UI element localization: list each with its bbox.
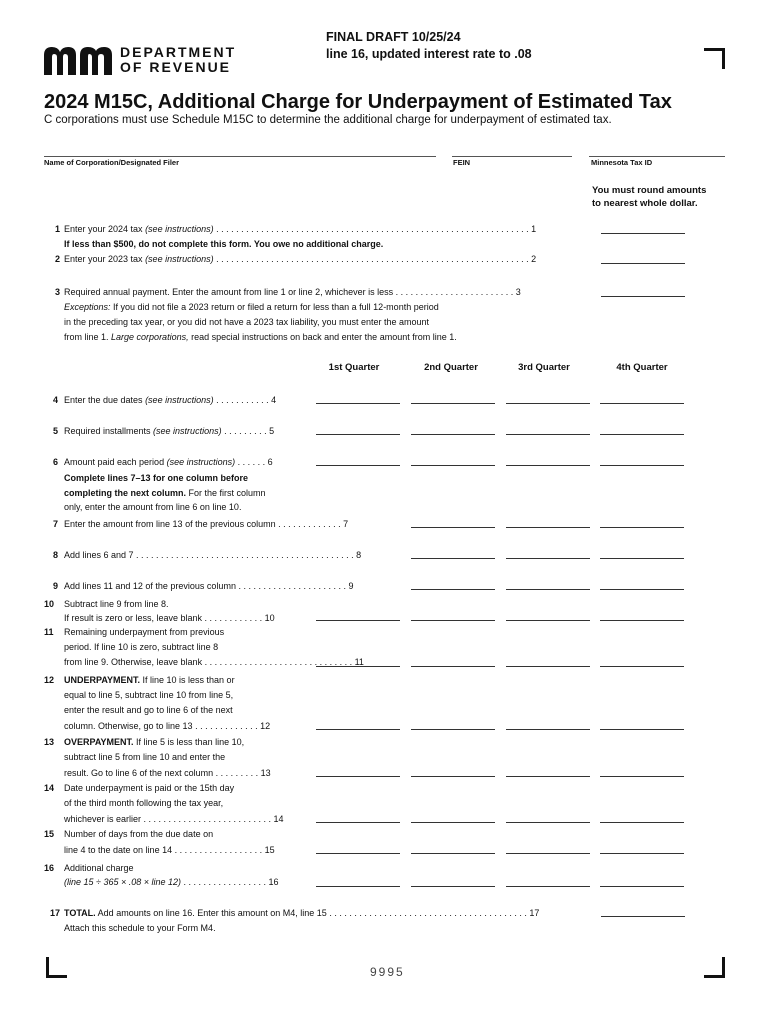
quarter-input[interactable] <box>600 403 684 404</box>
line-6-instr: (see instructions) <box>166 457 236 467</box>
dept-line-1: DEPARTMENT <box>120 44 237 60</box>
quarter-input[interactable] <box>506 403 590 404</box>
line-6-note-1: Complete lines 7–13 for one column before <box>64 473 249 483</box>
line-12-label-c: enter the result and go to line 6 of the next <box>64 705 233 715</box>
taxid-label: Minnesota Tax ID <box>591 158 653 167</box>
line-3-exceptions <box>64 300 439 316</box>
line-5-instr: (see instructions) <box>153 426 222 436</box>
quarter-input[interactable] <box>411 776 495 777</box>
line-12-text: If line 10 is less than or <box>140 675 235 685</box>
draft-line-1: FINAL DRAFT 10/25/24 <box>326 30 461 44</box>
line-13-label-b: subtract line 5 from line 10 and enter the <box>64 752 226 762</box>
line-number: 5 <box>52 426 58 436</box>
line-3-label: Required annual payment. Enter the amount from line 1 or line 2, whichever is less . . . . . . . . . . . . . . . . . . . . . . . . 3 <box>64 287 521 297</box>
quarter-input[interactable] <box>506 853 590 854</box>
line-number: 17 <box>50 908 61 918</box>
line-number: 7 <box>52 519 58 529</box>
quarter-input[interactable] <box>316 886 400 887</box>
draft-notice <box>326 29 532 63</box>
line-number: 9 <box>52 581 58 591</box>
taxid-field[interactable] <box>589 156 725 157</box>
line-6-text: Amount paid each period <box>64 457 167 467</box>
line-4-label <box>64 393 276 409</box>
line-2-dots: . . . . . . . . . . . . . . . . . . . . . . . . . . . . . . . . . . . . . . . . . . . . . . . . . . . . . . . . . . . . . . . 2 <box>213 254 537 264</box>
corner-mark-top-right <box>704 48 725 69</box>
line-17-text: Add amounts on line 16. Enter this amount on M4, line 15 . . . . . . . . . . . . . . . . . . . . . . . . . . . . . . . . . . . . . . . . 17 <box>95 908 540 918</box>
line-11-label-a: Remaining underpayment from previous <box>64 627 225 637</box>
quarter-input[interactable] <box>506 666 590 667</box>
line-number: 6 <box>52 457 58 467</box>
line-number: 8 <box>52 550 58 560</box>
quarter-input[interactable] <box>506 822 590 823</box>
quarter-input[interactable] <box>600 886 684 887</box>
line-3-input[interactable] <box>601 296 685 297</box>
line-6-dots: . . . . . . 6 <box>235 457 273 467</box>
line-6-note-2-text: For the first column <box>186 488 266 498</box>
line-9-label: Add lines 11 and 12 of the previous column . . . . . . . . . . . . . . . . . . . . . . 9 <box>64 581 354 591</box>
name-label: Name of Corporation/Designated Filer <box>44 158 180 167</box>
line-12-heading: UNDERPAYMENT. <box>64 675 141 685</box>
line-13-heading: OVERPAYMENT. <box>64 737 134 747</box>
line-17-label <box>64 906 539 922</box>
quarter-input[interactable] <box>600 527 684 528</box>
line-number: 13 <box>44 737 55 747</box>
quarter-input[interactable] <box>316 666 400 667</box>
line-15-label-a: Number of days from the due date on <box>64 829 214 839</box>
line-17-heading: TOTAL. <box>64 908 96 918</box>
corner-mark-bottom-right <box>704 957 725 978</box>
quarter-input[interactable] <box>506 776 590 777</box>
line-16-formula: (line 15 ÷ 365 × .08 × line 12) <box>64 877 182 887</box>
line-14-label-a: Date underpayment is paid or the 15th day <box>64 783 235 793</box>
line-1-input[interactable] <box>601 233 685 234</box>
quarter-input[interactable] <box>411 822 495 823</box>
quarter-input[interactable] <box>411 558 495 559</box>
quarter-input[interactable] <box>506 886 590 887</box>
rounding-note-1: You must round amounts <box>592 185 707 196</box>
line-13-text: If line 5 is less than line 10, <box>133 737 245 747</box>
line-number: 16 <box>44 863 55 873</box>
mn-logo-icon <box>44 45 114 75</box>
corner-mark-bottom-left <box>46 957 67 978</box>
line-2-instr: (see instructions) <box>145 254 214 264</box>
line-11-label-b: period. If line 10 is zero, subtract line 8 <box>64 642 219 652</box>
line-15-label-b: line 4 to the date on line 14 . . . . . . . . . . . . . . . . . . 15 <box>64 845 275 855</box>
quarter-input[interactable] <box>506 558 590 559</box>
quarter-input[interactable] <box>411 527 495 528</box>
line-number: 11 <box>44 627 54 637</box>
quarter-header-1: 1st Quarter <box>328 362 380 373</box>
line-6-note-2-bold: completing the next column. <box>64 488 187 498</box>
line-12-label-b: equal to line 5, subtract line 10 from line 5, <box>64 690 234 700</box>
quarter-input[interactable] <box>506 729 590 730</box>
line-3-d-ital: Large corporations, <box>111 332 189 342</box>
quarter-input[interactable] <box>600 589 684 590</box>
quarter-input[interactable] <box>316 434 400 435</box>
line-12-label-d: column. Otherwise, go to line 13 . . . . . . . . . . . . . 12 <box>64 721 271 731</box>
quarter-input[interactable] <box>411 465 495 466</box>
department-name <box>120 45 236 75</box>
line-16-dots: . . . . . . . . . . . . . . . . . 16 <box>181 877 279 887</box>
quarter-input[interactable] <box>411 666 495 667</box>
line-7-label: Enter the amount from line 13 of the previous column . . . . . . . . . . . . . 7 <box>64 519 349 529</box>
line-16-label-a: Additional charge <box>64 863 134 873</box>
quarter-input[interactable] <box>506 589 590 590</box>
quarter-input[interactable] <box>600 558 684 559</box>
line-1-label <box>64 222 536 238</box>
quarter-input[interactable] <box>411 886 495 887</box>
department-logo <box>44 45 239 75</box>
line-13-label-a <box>64 735 244 751</box>
quarter-input[interactable] <box>316 822 400 823</box>
fein-label: FEIN <box>453 158 471 167</box>
line-number: 12 <box>44 675 55 685</box>
line-number: 1 <box>54 224 60 234</box>
line-1-note: If less than $500, do not complete this form. You owe no additional charge. <box>64 239 384 249</box>
quarter-input[interactable] <box>316 403 400 404</box>
quarter-input[interactable] <box>411 589 495 590</box>
quarter-input[interactable] <box>316 729 400 730</box>
line-14-label-c: whichever is earlier . . . . . . . . . . . . . . . . . . . . . . . . . . 14 <box>64 814 284 824</box>
line-12-label-a <box>64 673 235 689</box>
rounding-note-2: to nearest whole dollar. <box>592 198 698 209</box>
line-17-input[interactable] <box>601 916 685 917</box>
quarter-input[interactable] <box>316 465 400 466</box>
line-number: 15 <box>44 829 55 839</box>
line-2-input[interactable] <box>601 263 685 264</box>
page-number: 9995 <box>370 965 405 979</box>
form-subtitle: C corporations must use Schedule M15C to determine the additional charge for underpayment of estimated tax. <box>44 114 612 126</box>
line-4-dots: . . . . . . . . . . . 4 <box>213 395 277 405</box>
quarter-input[interactable] <box>506 465 590 466</box>
line-2-label <box>64 252 536 268</box>
quarter-input[interactable] <box>411 434 495 435</box>
rounding-note <box>592 184 706 210</box>
quarter-input[interactable] <box>600 434 684 435</box>
quarter-input[interactable] <box>411 729 495 730</box>
dept-line-2: OF REVENUE <box>120 59 232 75</box>
quarter-input[interactable] <box>411 853 495 854</box>
line-6-note-3: only, enter the amount from line 6 on line 10. <box>64 502 242 512</box>
form-title: 2024 M15C, Additional Charge for Underpayment of Estimated Tax <box>44 91 672 113</box>
line-16-label-b <box>64 875 279 891</box>
quarter-input[interactable] <box>316 776 400 777</box>
line-10-label-a: Subtract line 9 from line 8. <box>64 599 169 609</box>
quarter-input[interactable] <box>600 620 684 621</box>
line-11-label-c: from line 9. Otherwise, leave blank . . . . . . . . . . . . . . . . . . . . . . . . . . . . . . 11 <box>64 657 364 667</box>
line-13-label-c: result. Go to line 6 of the next column . . . . . . . . . 13 <box>64 768 271 778</box>
quarter-input[interactable] <box>506 620 590 621</box>
line-4-instr: (see instructions) <box>145 395 214 405</box>
line-1-text: Enter your 2024 tax <box>64 224 146 234</box>
line-1-instr: (see instructions) <box>145 224 214 234</box>
quarter-input[interactable] <box>600 729 684 730</box>
line-10-label-b: If result is zero or less, leave blank . . . . . . . . . . . . 10 <box>64 613 275 623</box>
line-3-d2: read special instructions on back and enter the amount from line 1. <box>188 332 457 342</box>
quarter-input[interactable] <box>600 776 684 777</box>
quarter-header-2: 2nd Quarter <box>424 362 478 373</box>
line-4-text: Enter the due dates <box>64 395 146 405</box>
line-number: 14 <box>44 783 55 793</box>
quarter-input[interactable] <box>411 403 495 404</box>
quarter-input[interactable] <box>506 527 590 528</box>
line-number: 4 <box>52 395 58 405</box>
quarter-header-3: 3rd Quarter <box>518 362 570 373</box>
fein-field[interactable] <box>452 156 572 157</box>
line-14-label-b: of the third month following the tax year, <box>64 798 224 808</box>
quarter-input[interactable] <box>411 620 495 621</box>
quarter-input[interactable] <box>316 620 400 621</box>
line-3-exc-text: If you did not file a 2023 return or filed a return for less than a full 12-month period <box>110 302 439 312</box>
quarter-input[interactable] <box>316 853 400 854</box>
line-5-label <box>64 424 274 440</box>
line-6-label <box>64 455 273 471</box>
line-8-label: Add lines 6 and 7 . . . . . . . . . . . . . . . . . . . . . . . . . . . . . . . . . . . . . . . . . . . . 8 <box>64 550 362 560</box>
line-number: 2 <box>54 254 60 264</box>
line-5-dots: . . . . . . . . . 5 <box>221 426 275 436</box>
line-number: 10 <box>44 599 55 609</box>
line-17-note: Attach this schedule to your Form M4. <box>64 923 216 933</box>
line-3-text-c: in the preceding tax year, or you did not have a 2023 tax liability, you must enter the amount <box>64 317 430 327</box>
quarter-input[interactable] <box>600 666 684 667</box>
quarter-input[interactable] <box>506 434 590 435</box>
line-number: 3 <box>54 287 60 297</box>
line-3-exc-label: Exceptions: <box>64 302 111 312</box>
quarter-input[interactable] <box>600 853 684 854</box>
quarter-header-4: 4th Quarter <box>616 362 668 373</box>
name-field[interactable] <box>44 156 436 157</box>
quarter-input[interactable] <box>600 822 684 823</box>
quarter-input[interactable] <box>600 465 684 466</box>
line-2-text: Enter your 2023 tax <box>64 254 146 264</box>
line-5-text: Required installments <box>64 426 154 436</box>
line-3-text-d <box>64 330 457 346</box>
line-1-dots: . . . . . . . . . . . . . . . . . . . . . . . . . . . . . . . . . . . . . . . . . . . . . . . . . . . . . . . . . . . . . . . 1 <box>213 224 537 234</box>
draft-line-2: line 16, updated interest rate to .08 <box>326 47 532 61</box>
line-3-d1: from line 1. <box>64 332 112 342</box>
